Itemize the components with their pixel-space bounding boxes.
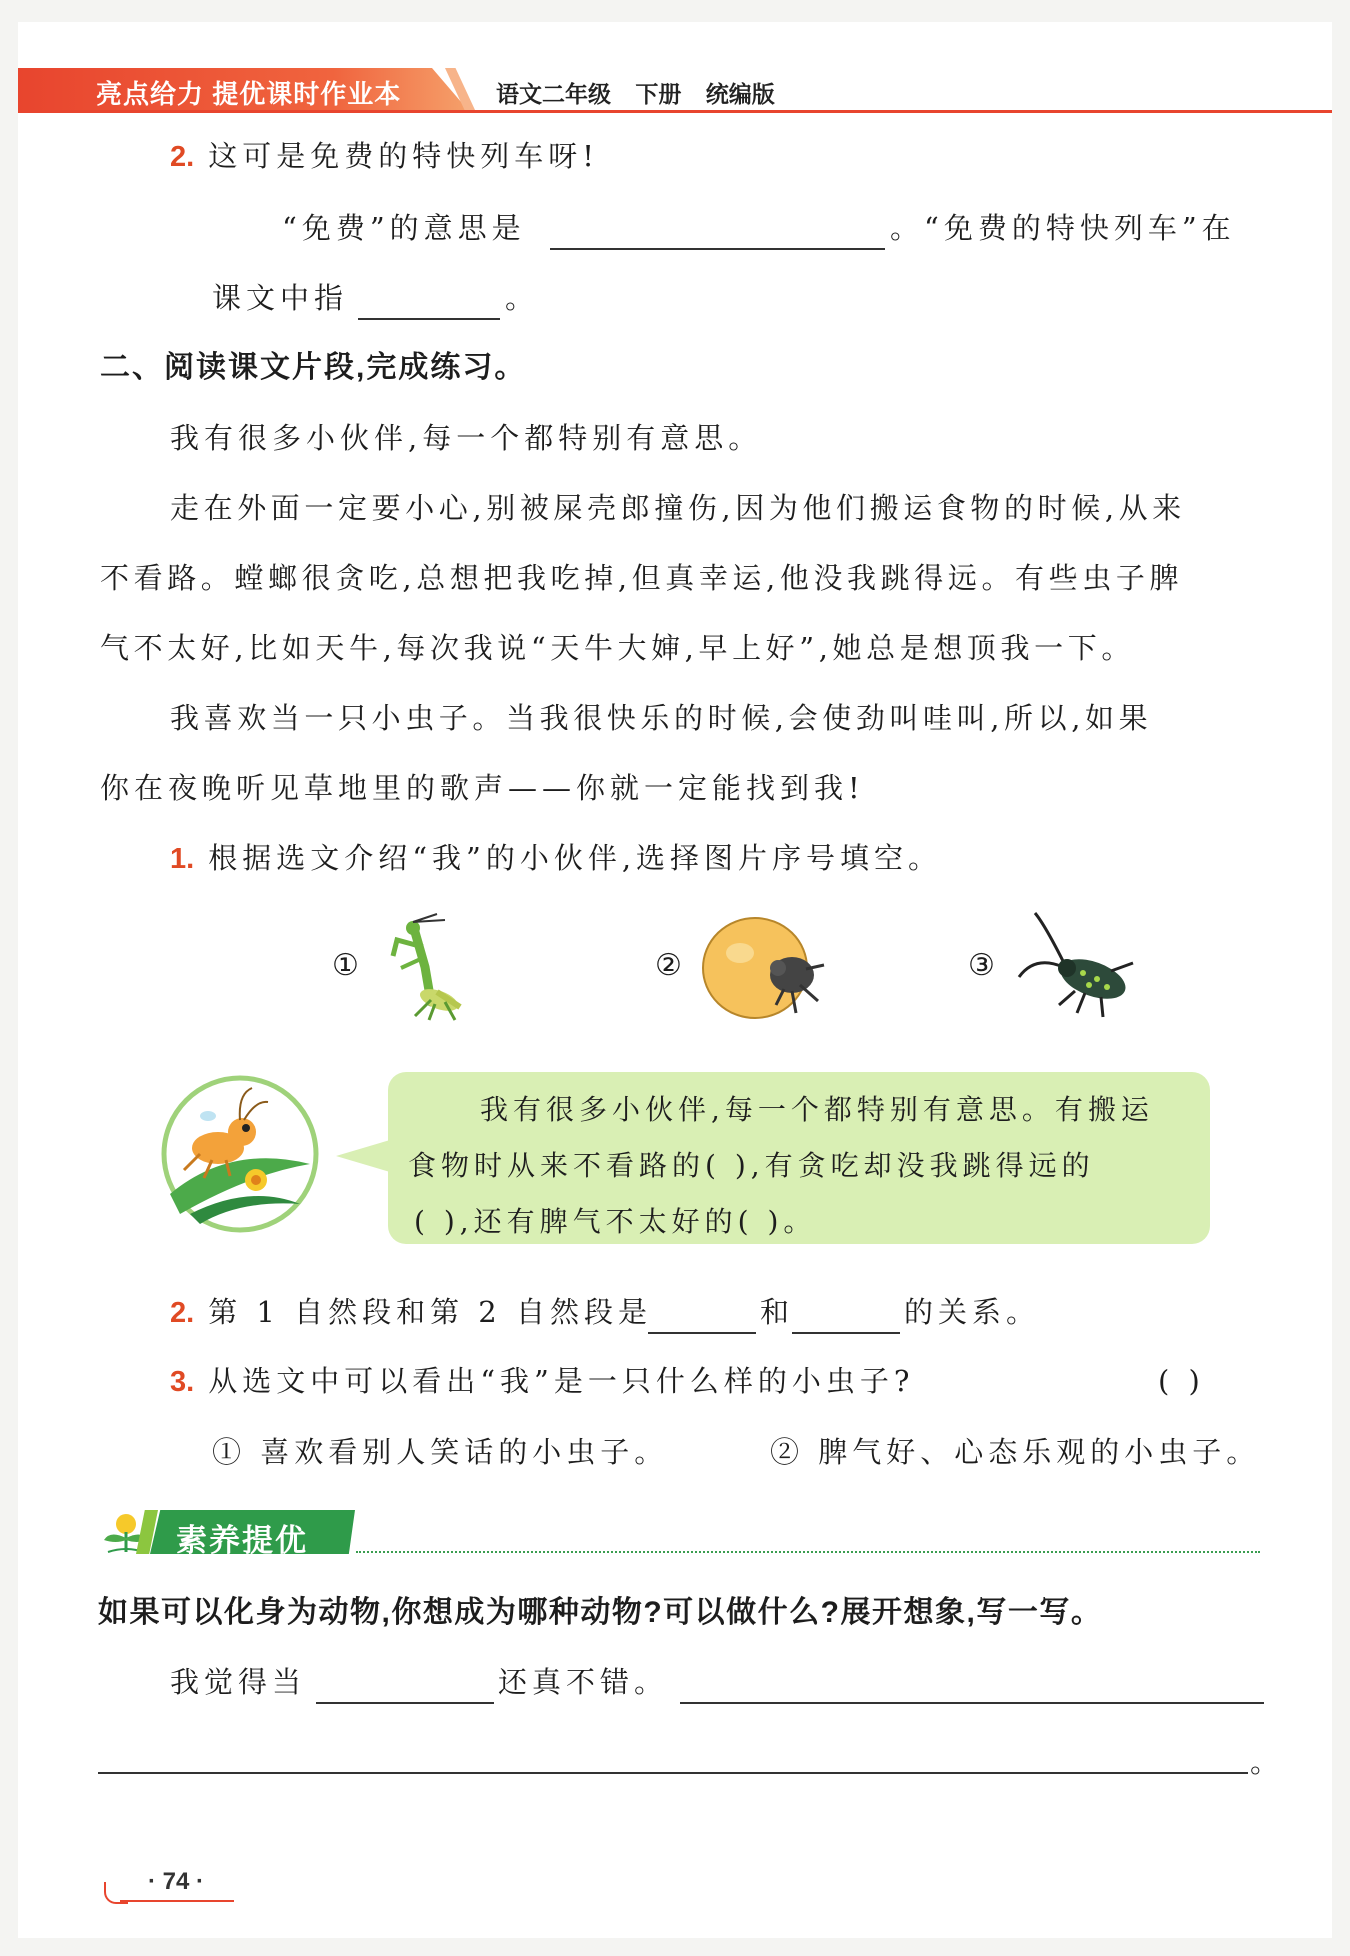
q2-top-prompt-b: 。“免费的特快列车”在: [890, 211, 1236, 245]
suyang-prompt: 如果可以化身为动物,你想成为哪种动物?可以做什么?展开想象,写一写。: [98, 1596, 1103, 1629]
writing-line-1[interactable]: [680, 1702, 1264, 1704]
image-label-3: ③: [968, 948, 995, 983]
header-line: [18, 110, 1332, 113]
blank-mianfei-meaning[interactable]: [550, 248, 885, 250]
q1-line: [170, 841, 943, 875]
image-label-2: ②: [655, 948, 682, 983]
suyang-line-a: 我觉得当: [170, 1665, 307, 1699]
cricket-on-leaf-icon: [160, 1074, 320, 1234]
writing-line-2[interactable]: [98, 1772, 1248, 1774]
section-divider: [356, 1551, 1260, 1553]
passage-p2-line1: 走在外面一定要小心,别被屎壳郎撞伤,因为他们搬运食物的时候,从来: [170, 491, 1186, 525]
longhorn-beetle-icon: [1015, 905, 1145, 1020]
header-title: 亮点给力 提优课时作业本: [96, 79, 402, 109]
section-title-suyang: 素养提优: [176, 1523, 308, 1558]
q2-line: [170, 1295, 652, 1329]
blank-animal[interactable]: [316, 1702, 494, 1704]
bubble-line1: 我有很多小伙伴,每一个都特别有意思。有搬运: [480, 1093, 1154, 1126]
q2-number: 2.: [170, 1297, 195, 1329]
q2-top-prompt-c: 课文中指: [212, 281, 349, 315]
speech-bubble-tail: [336, 1140, 390, 1172]
q3-number: 3.: [170, 1366, 195, 1398]
q3-line: [170, 1364, 915, 1398]
q2-text-b: 和: [760, 1295, 795, 1329]
page-number: · 74 ·: [148, 1868, 205, 1895]
q2-text-a: 第 1 自然段和第 2 自然段是: [208, 1295, 652, 1329]
mantis-icon: [385, 912, 490, 1022]
q2-top-line: [170, 139, 599, 173]
q2-top-number: 2.: [170, 141, 195, 173]
dung-beetle-icon: [700, 913, 830, 1023]
q1-number: 1.: [170, 843, 195, 875]
passage-p3-line1: 我喜欢当一只小虫子。当我很快乐的时候,会使劲叫哇叫,所以,如果: [170, 701, 1153, 735]
suyang-end: 。: [1250, 1745, 1285, 1779]
passage-p2-line2: 不看路。螳螂很贪吃,总想把我吃掉,但真幸运,他没我跳得远。有些虫子脾: [100, 561, 1184, 595]
passage-p2-line3: 气不太好,比如天牛,每次我说“天牛大婶,早上好”,她总是想顶我一下。: [100, 631, 1135, 665]
q3-option-1[interactable]: ① 喜欢看别人笑话的小虫子。: [212, 1435, 669, 1469]
bubble-line3: ( ),还有脾气不太好的( )。: [414, 1205, 817, 1238]
q2-text-c: 的关系。: [904, 1295, 1041, 1329]
page-number-underline: [120, 1900, 234, 1902]
passage-p3-line2: 你在夜晚听见草地里的歌声——你就一定能找到我!: [100, 771, 865, 805]
q1-text: 根据选文介绍“我”的小伙伴,选择图片序号填空。: [208, 841, 943, 875]
q2-top-sentence: 这可是免费的特快列车呀!: [208, 139, 599, 173]
q2-top-end: 。: [505, 281, 540, 315]
section2-title: 二、阅读课文片段,完成练习。: [100, 351, 527, 384]
q3-text: 从选文中可以看出“我”是一只什么样的小虫子?: [208, 1364, 915, 1398]
suyang-line-b: 还真不错。: [498, 1665, 669, 1699]
blank-relation-2[interactable]: [792, 1332, 900, 1334]
bubble-line2: 食物时从来不看路的( ),有贪吃却没我跳得远的: [408, 1149, 1095, 1182]
header-info: 语文二年级 下册 统编版: [496, 81, 775, 107]
passage-p1: 我有很多小伙伴,每一个都特别有意思。: [170, 421, 763, 455]
image-label-1: ①: [332, 948, 359, 983]
blank-relation-1[interactable]: [648, 1332, 756, 1334]
q2-top-prompt-a: “免费”的意思是: [282, 211, 526, 245]
blank-train-refers[interactable]: [358, 318, 500, 320]
q3-option-2[interactable]: ② 脾气好、心态乐观的小虫子。: [770, 1435, 1261, 1469]
q3-answer-paren[interactable]: ( ): [1158, 1364, 1205, 1398]
